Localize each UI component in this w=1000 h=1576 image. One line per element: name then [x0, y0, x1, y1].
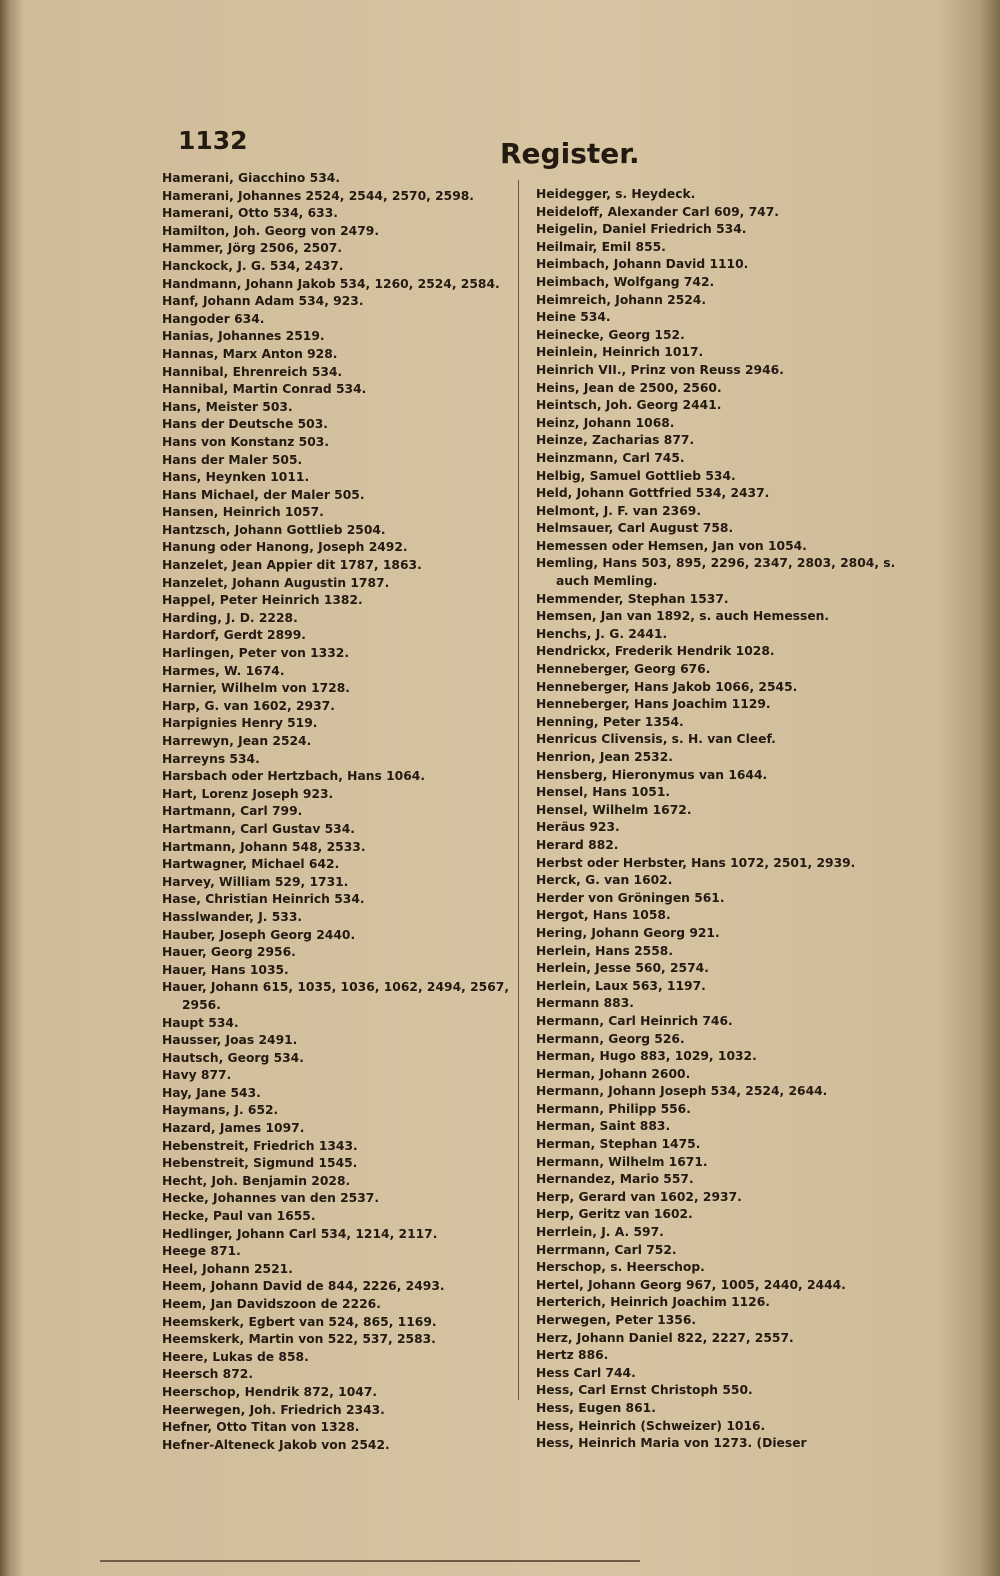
- index-entry: Havy 877.: [162, 1068, 232, 1083]
- index-entry: Heigelin, Daniel Friedrich 534.: [536, 222, 747, 237]
- index-entry: Hebenstreit, Friedrich 1343.: [162, 1138, 358, 1153]
- index-entry: Hazard, James 1097.: [162, 1121, 305, 1136]
- index-entry: Hart, Lorenz Joseph 923.: [162, 786, 334, 801]
- index-entry: Heideloff, Alexander Carl 609, 747.: [536, 204, 779, 219]
- index-entry: Hermann, Philipp 556.: [536, 1101, 691, 1116]
- index-entry: Hase, Christian Heinrich 534.: [162, 892, 365, 907]
- index-entry: Hartmann, Carl Gustav 534.: [162, 821, 355, 836]
- index-entry: Heintsch, Joh. Georg 2441.: [536, 398, 722, 413]
- index-entry: Hannibal, Ehrenreich 534.: [162, 364, 343, 379]
- index-entry: Hemessen oder Hemsen, Jan von 1054.: [536, 538, 807, 553]
- index-entry: Hermann, Georg 526.: [536, 1031, 685, 1046]
- index-entry: Herp, Geritz van 1602.: [536, 1207, 693, 1222]
- index-entry: Hanung oder Hanong, Joseph 2492.: [162, 540, 408, 555]
- index-entry: Hay, Jane 543.: [162, 1085, 261, 1100]
- index-entry: Hans Michael, der Maler 505.: [162, 487, 365, 502]
- index-entry: Hendrickx, Frederik Hendrik 1028.: [536, 644, 775, 659]
- index-entry: Heege 871.: [162, 1244, 241, 1259]
- index-entry: Hantzsch, Johann Gottlieb 2504.: [162, 522, 386, 537]
- index-entry: Hedlinger, Johann Carl 534, 1214, 2117.: [162, 1226, 438, 1241]
- index-entry: Heerwegen, Joh. Friedrich 2343.: [162, 1402, 385, 1417]
- index-entry: Herman, Stephan 1475.: [536, 1137, 701, 1152]
- index-entry: Harsbach oder Hertzbach, Hans 1064.: [162, 769, 426, 784]
- index-entry: Harlingen, Peter von 1332.: [162, 646, 349, 661]
- index-entry: Herp, Gerard van 1602, 2937.: [536, 1189, 742, 1204]
- index-entry: Held, Johann Gottfried 534, 2437.: [536, 486, 770, 501]
- index-entry: Heinrich VII., Prinz von Reuss 2946.: [536, 362, 784, 377]
- index-entry: Heimbach, Johann David 1110.: [536, 257, 749, 272]
- index-entry: Hertz 886.: [536, 1348, 609, 1363]
- index-entry: Heinz, Johann 1068.: [536, 415, 675, 430]
- index-entry: Henricus Clivensis, s. H. van Cleef.: [536, 732, 776, 747]
- page-number: 1132: [178, 126, 248, 155]
- index-entry: Harrewyn, Jean 2524.: [162, 734, 312, 748]
- index-entry: Heimreich, Johann 2524.: [536, 292, 707, 307]
- index-entry: Herrmann, Carl 752.: [536, 1242, 677, 1257]
- index-entry: Hanf, Johann Adam 534, 923.: [162, 294, 364, 309]
- index-entry: Henneberger, Hans Joachim 1129.: [536, 697, 771, 712]
- index-entry: Hanzelet, Jean Appier dit 1787, 1863.: [162, 558, 422, 573]
- index-entry: Hartmann, Carl 799.: [162, 804, 303, 819]
- index-entry: Hammer, Jörg 2506, 2507.: [162, 241, 343, 256]
- index-entry: Hermann, Wilhelm 1671.: [536, 1154, 708, 1169]
- index-entry: Hauber, Joseph Georg 2440.: [162, 927, 356, 942]
- index-entry: Herlein, Hans 2558.: [536, 943, 674, 958]
- index-entry: Hamerani, Giacchino 534.: [162, 171, 341, 185]
- index-entry: Herz, Johann Daniel 822, 2227, 2557.: [536, 1330, 794, 1345]
- index-entry: Hannibal, Martin Conrad 534.: [162, 382, 367, 397]
- index-entry: Heem, Jan Davidszoon de 2226.: [162, 1297, 381, 1311]
- index-entry: Hess Carl 744.: [536, 1365, 636, 1380]
- index-entry: Herlein, Laux 563, 1197.: [536, 978, 706, 993]
- index-entry: Heinze, Zacharias 877.: [536, 433, 695, 448]
- index-entry: Hergot, Hans 1058.: [536, 908, 671, 923]
- index-entry: Hauer, Georg 2956.: [162, 945, 296, 960]
- index-entry: Hans von Konstanz 503.: [162, 434, 329, 449]
- index-entry: Hernandez, Mario 557.: [536, 1172, 694, 1187]
- index-entry: Hamilton, Joh. Georg von 2479.: [162, 223, 380, 238]
- index-entry: Hemsen, Jan van 1892, s. auch Hemessen.: [536, 609, 830, 624]
- index-entry: Herck, G. van 1602.: [536, 873, 673, 888]
- index-entry: Henneberger, Georg 676.: [536, 662, 711, 677]
- index-entry: Harreyns 534.: [162, 751, 260, 766]
- index-entry: Hans der Maler 505.: [162, 452, 303, 467]
- index-entry: Hecht, Joh. Benjamin 2028.: [162, 1173, 351, 1188]
- index-entry: Heimbach, Wolfgang 742.: [536, 274, 715, 289]
- index-entry: Hering, Johann Georg 921.: [536, 925, 720, 940]
- index-entry: Heersch 872.: [162, 1367, 254, 1382]
- index-entry: Hartwagner, Michael 642.: [162, 857, 340, 872]
- index-entry: Henning, Peter 1354.: [536, 714, 684, 729]
- index-entry: Hebenstreit, Sigmund 1545.: [162, 1156, 358, 1171]
- index-entry: Henrion, Jean 2532.: [536, 750, 673, 764]
- index-entry: Hess, Heinrich (Schweizer) 1016.: [536, 1418, 766, 1433]
- index-entry: Heinecke, Georg 152.: [536, 327, 685, 342]
- index-entry: Heine 534.: [536, 310, 611, 325]
- index-entry: Herbst oder Herbster, Hans 1072, 2501, 2939.: [536, 855, 856, 870]
- index-entry: Hasslwander, J. 533.: [162, 909, 303, 924]
- index-entry: Hemling, Hans 503, 895, 2296, 2347, 2803, 2804, s. auch Memling.: [536, 556, 896, 589]
- index-entry: Heidegger, s. Heydeck.: [536, 187, 696, 201]
- index-entry: Heere, Lukas de 858.: [162, 1349, 309, 1364]
- index-entry: Harpignies Henry 519.: [162, 716, 318, 731]
- column-divider: [518, 180, 519, 1400]
- index-entry: Heemskerk, Egbert van 524, 865, 1169.: [162, 1314, 437, 1329]
- index-entry: Hemmender, Stephan 1537.: [536, 591, 729, 606]
- index-entry: Hannas, Marx Anton 928.: [162, 346, 338, 361]
- index-entry: Hermann 883.: [536, 996, 634, 1011]
- index-entry: Herlein, Jesse 560, 2574.: [536, 961, 709, 976]
- page-bottom-edge: [100, 1560, 640, 1562]
- index-entry: Helmont, J. F. van 2369.: [536, 503, 702, 518]
- index-entry: Hefner-Alteneck Jakob von 2542.: [162, 1437, 390, 1452]
- index-entry: Hensel, Hans 1051.: [536, 785, 671, 800]
- index-entry: Hangoder 634.: [162, 311, 265, 326]
- index-entry: Hanckock, J. G. 534, 2437.: [162, 258, 344, 273]
- index-entry: Heinzmann, Carl 745.: [536, 450, 685, 465]
- index-entry: Harmes, W. 1674.: [162, 663, 285, 678]
- index-entry: Hanzelet, Johann Augustin 1787.: [162, 575, 390, 590]
- index-entry: Hertel, Johann Georg 967, 1005, 2440, 2444.: [536, 1277, 846, 1292]
- index-entry: Hanias, Johannes 2519.: [162, 329, 325, 344]
- index-entry: Herder von Gröningen 561.: [536, 890, 725, 905]
- index-entry: Helbig, Samuel Gottlieb 534.: [536, 468, 736, 483]
- index-entry: Heel, Johann 2521.: [162, 1261, 293, 1276]
- index-entry: Herwegen, Peter 1356.: [536, 1313, 697, 1327]
- index-entry: Heinlein, Heinrich 1017.: [536, 345, 704, 360]
- index-entry: Heem, Johann David de 844, 2226, 2493.: [162, 1279, 445, 1294]
- index-entry: Herman, Saint 883.: [536, 1119, 671, 1134]
- index-entry: Herterich, Heinrich Joachim 1126.: [536, 1295, 770, 1310]
- index-entry: Haymans, J. 652.: [162, 1103, 279, 1118]
- index-entry: Haupt 534.: [162, 1015, 239, 1030]
- index-entry: Handmann, Johann Jakob 534, 1260, 2524, 2584.: [162, 276, 500, 291]
- index-entry: Herman, Hugo 883, 1029, 1032.: [536, 1049, 757, 1064]
- index-entry: Hans, Heynken 1011.: [162, 470, 310, 485]
- index-entry: Heilmair, Emil 855.: [536, 239, 666, 254]
- index-entry: Herschop, s. Heerschop.: [536, 1260, 705, 1275]
- index-entry: Harding, J. D. 2228.: [162, 610, 298, 625]
- index-entry: Hensel, Wilhelm 1672.: [536, 802, 692, 817]
- index-entry: Hefner, Otto Titan von 1328.: [162, 1420, 360, 1435]
- index-entry: Hess, Heinrich Maria von 1273. (Dieser: [536, 1436, 807, 1451]
- index-entry: Hermann, Johann Joseph 534, 2524, 2644.: [536, 1084, 828, 1099]
- index-entry: Hans der Deutsche 503.: [162, 417, 328, 432]
- index-entry: Harnier, Wilhelm von 1728.: [162, 681, 350, 696]
- index-entry: Heins, Jean de 2500, 2560.: [536, 380, 722, 395]
- index-entry: Hautsch, Georg 534.: [162, 1050, 304, 1065]
- index-entry: Hans, Meister 503.: [162, 399, 293, 414]
- index-entry: Hecke, Johannes van den 2537.: [162, 1191, 380, 1206]
- index-entry: Heerschop, Hendrik 872, 1047.: [162, 1384, 378, 1399]
- index-entry: Hansen, Heinrich 1057.: [162, 505, 324, 520]
- index-entry: Hensberg, Hieronymus van 1644.: [536, 767, 768, 782]
- index-entry: Hardorf, Gerdt 2899.: [162, 628, 306, 643]
- index-entry: Heräus 923.: [536, 820, 620, 835]
- index-entry: Harvey, William 529, 1731.: [162, 874, 349, 889]
- index-entry: Hausser, Joas 2491.: [162, 1033, 298, 1048]
- index-entry: Harp, G. van 1602, 2937.: [162, 698, 335, 713]
- page-title: Register.: [500, 137, 640, 170]
- index-entry: Hess, Carl Ernst Christoph 550.: [536, 1383, 753, 1398]
- index-entry: Happel, Peter Heinrich 1382.: [162, 593, 363, 608]
- index-entry: Hauer, Johann 615, 1035, 1036, 1062, 2494, 2567, 2956.: [162, 980, 509, 1012]
- index-entry: Helmsauer, Carl August 758.: [536, 521, 734, 536]
- index-entry: Hecke, Paul van 1655.: [162, 1209, 316, 1224]
- index-entry: Herard 882.: [536, 837, 619, 852]
- index-entry: Hamerani, Johannes 2524, 2544, 2570, 2598.: [162, 188, 474, 203]
- index-entry: Hartmann, Johann 548, 2533.: [162, 839, 366, 854]
- index-entry: Hess, Eugen 861.: [536, 1400, 656, 1415]
- index-entry: Herrlein, J. A. 597.: [536, 1225, 664, 1240]
- index-entry: Heemskerk, Martin von 522, 537, 2583.: [162, 1332, 436, 1347]
- index-entry: Herman, Johann 2600.: [536, 1066, 691, 1081]
- right-index-column: [536, 186, 902, 1453]
- index-entry: Hamerani, Otto 534, 633.: [162, 206, 338, 221]
- index-entry: Henchs, J. G. 2441.: [536, 626, 668, 641]
- index-entry: Hermann, Carl Heinrich 746.: [536, 1013, 733, 1028]
- index-entry: Henneberger, Hans Jakob 1066, 2545.: [536, 679, 798, 694]
- index-entry: Hauer, Hans 1035.: [162, 962, 289, 977]
- left-index-column: [162, 170, 522, 1454]
